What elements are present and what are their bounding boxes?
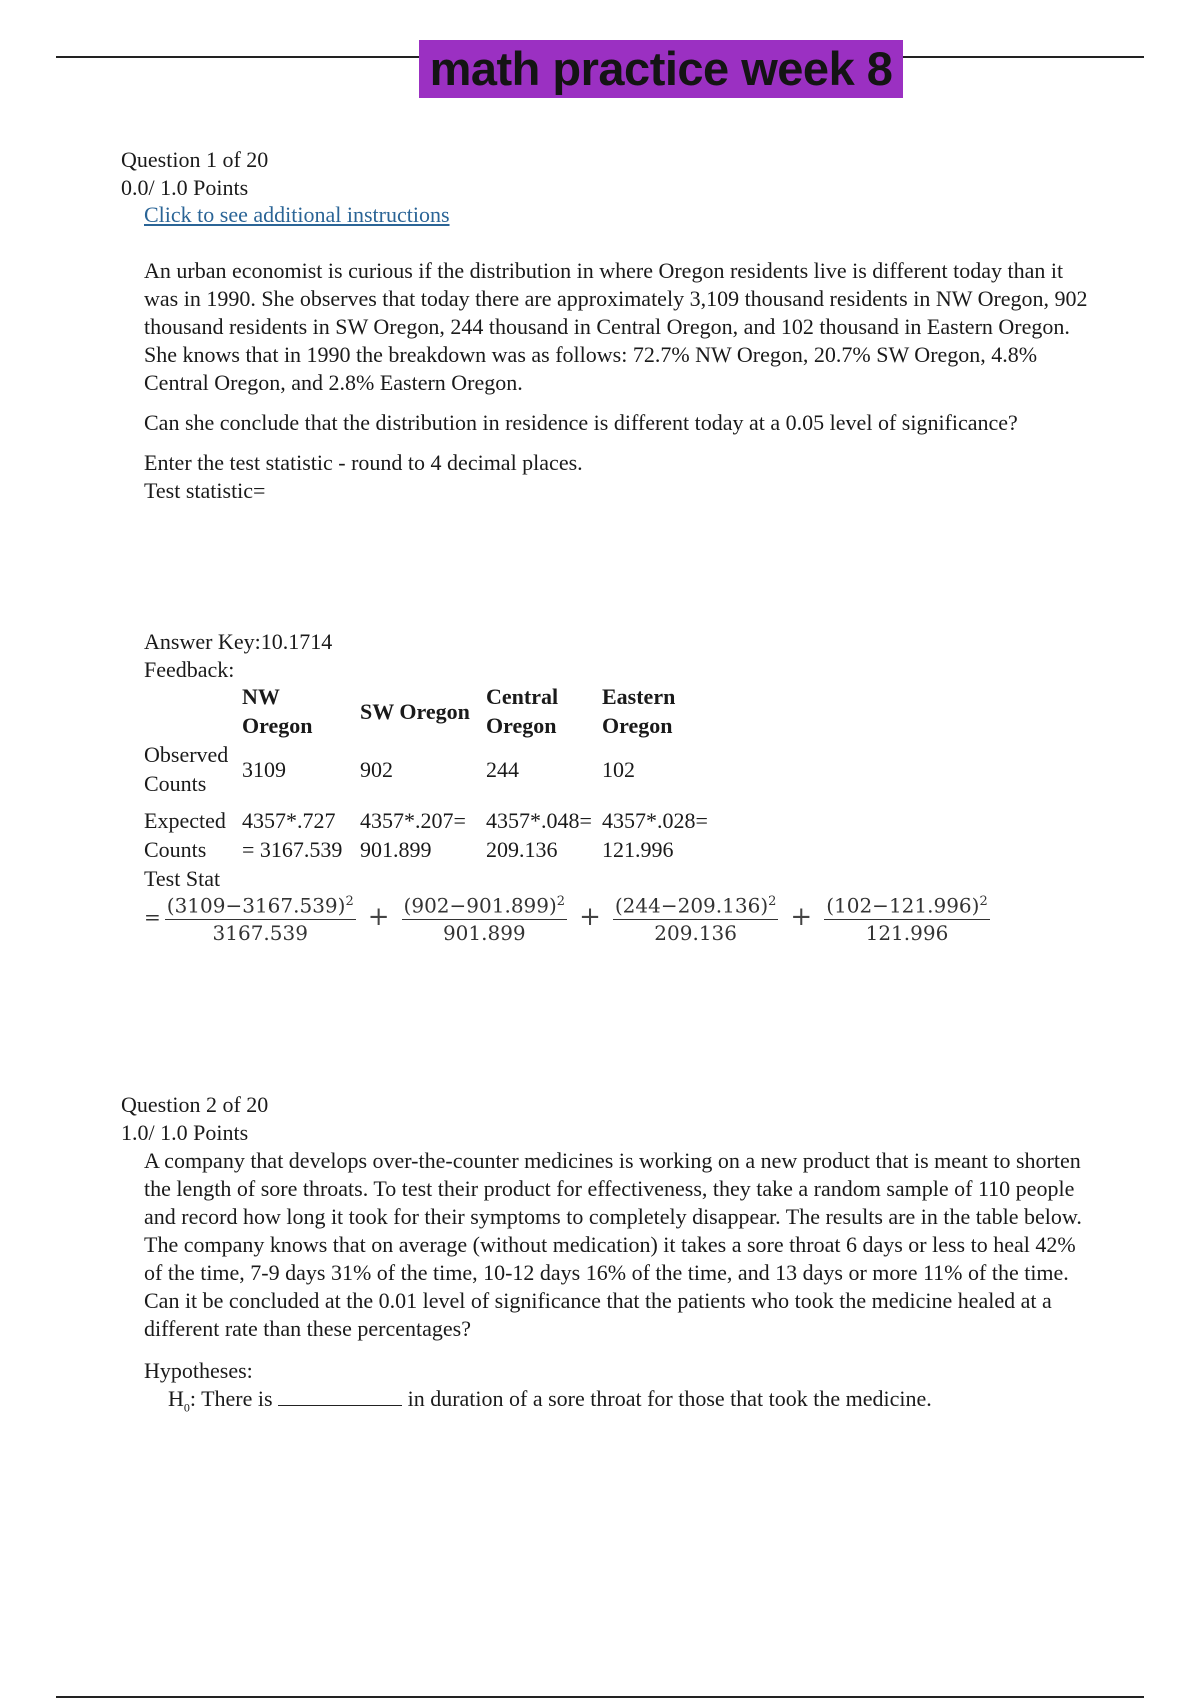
expected-eastern xyxy=(598,798,716,864)
expected-eastern-value: 121.996 xyxy=(602,837,674,862)
expected-central-value: 209.136 xyxy=(486,837,558,862)
question-2-header xyxy=(121,1091,268,1147)
table-header-row xyxy=(140,682,716,740)
term-3-denominator: 209.136 xyxy=(654,920,737,945)
instructions-link[interactable]: Click to see additional instructions xyxy=(144,202,450,227)
term-3-square: 2 xyxy=(768,894,777,909)
answer-key: Answer Key:10.1714 xyxy=(144,629,333,654)
question-2-text xyxy=(144,1147,1094,1421)
formula-plus: + xyxy=(367,902,390,933)
observed-central: 244 xyxy=(486,756,519,782)
formula-term-1 xyxy=(165,889,356,946)
question-2-number: Question 2 of 20 xyxy=(121,1092,269,1117)
expected-central-formula: 4357*.048= xyxy=(486,808,592,833)
observed-sw: 902 xyxy=(360,756,393,782)
col-central-oregon: Central Oregon xyxy=(486,684,559,738)
question-1-points: 0.0/ 1.0 Points xyxy=(121,175,249,200)
term-3-numerator: (244−209.136) xyxy=(614,893,769,918)
formula-term-2 xyxy=(402,889,568,946)
formula-term-3 xyxy=(613,889,779,946)
bottom-rule xyxy=(56,1696,1144,1698)
question-1-paragraph-3: Enter the test statistic - round to 4 decimal places. xyxy=(144,450,583,475)
h0-subscript: 0 xyxy=(183,1400,190,1415)
page-title: math practice week 8 xyxy=(419,40,903,98)
col-sw-oregon: SW Oregon xyxy=(360,698,470,724)
question-1-body xyxy=(144,201,1094,229)
test-statistic-label: Test statistic= xyxy=(144,478,266,503)
question-2-points: 1.0/ 1.0 Points xyxy=(121,1120,249,1145)
h0-text-end: in duration of a sore throat for those that took the medicine. xyxy=(407,1386,932,1411)
expected-sw: 4357*.207= 901.899 xyxy=(360,808,466,862)
null-hypothesis xyxy=(144,1385,1094,1421)
formula-plus: + xyxy=(579,902,601,933)
observed-eastern: 102 xyxy=(602,756,635,782)
question-1-paragraph-2: Can she conclude that the distribution in residence is different today at a 0.05 level of significance? xyxy=(144,410,1018,435)
expected-eastern-formula: 4357*.028= xyxy=(602,808,708,833)
term-1-numerator: (3109−3167.539) xyxy=(166,893,346,918)
observed-label: Observed Counts xyxy=(144,742,229,796)
term-4-square: 2 xyxy=(979,894,988,909)
test-stat-label: Test Stat xyxy=(144,866,221,891)
term-2-denominator: 901.899 xyxy=(442,920,526,945)
table-row xyxy=(140,798,716,864)
term-2-square: 2 xyxy=(556,894,566,909)
col-eastern-oregon: Eastern Oregon xyxy=(602,684,676,738)
formula-plus: + xyxy=(790,902,813,933)
formula-equals: = xyxy=(144,905,161,930)
observed-nw: 3109 xyxy=(242,756,286,782)
question-1-number: Question 1 of 20 xyxy=(121,147,269,172)
answer-section xyxy=(144,628,1094,684)
term-1-square: 2 xyxy=(345,894,354,909)
test-stat-formula xyxy=(144,889,994,946)
h0-blank-field[interactable] xyxy=(278,1385,402,1406)
question-1-paragraph-1: An urban economist is curious if the distribution in where Oregon residents live is different today than it was in 1990. She observes that today there are approximately 3,109 thousand residents in NW Oregon, 902 thousand residents in SW Oregon, 244 thousand in Central Oregon, and 102 thousand in Eastern Oregon. She knows that in 1990 the breakdown was as follows: 72.7% NW Oregon, 20.7% SW Oregon, 4.8% Central Oregon, and 2.8% Eastern Oregon. xyxy=(144,258,1088,395)
table-row xyxy=(140,740,716,798)
question-1-text xyxy=(144,257,1094,505)
question-1-header xyxy=(121,146,268,202)
term-2-numerator: (902−901.899) xyxy=(403,893,557,918)
feedback-table xyxy=(140,682,716,893)
col-nw-oregon: NW Oregon xyxy=(242,684,313,738)
formula-term-4 xyxy=(824,889,990,946)
h0-symbol: H xyxy=(168,1386,184,1411)
term-1-denominator: 3167.539 xyxy=(212,920,308,945)
question-2-paragraph-1: A company that develops over-the-counter medicines is working on a new product that is meant to shorten the length of sore throats. To test their product for effectiveness, they take a random sample of 110 people and record how long it took for their symptoms to completely disappear. The results are in the table below. The company knows that on average (without medication) it takes a sore throat 6 days or less to heal 42% of the time, 7-9 days 31% of the time, 10-12 days 16% of the time, and 13 days or more 11% of the time. Can it be concluded at the 0.01 level of significance that the patients who took the medicine healed at a different rate than these percentages? xyxy=(144,1148,1082,1341)
expected-label: Expected Counts xyxy=(144,808,226,862)
term-4-denominator: 121.996 xyxy=(865,920,949,945)
expected-central xyxy=(482,798,598,864)
hypotheses-label: Hypotheses: xyxy=(144,1358,253,1383)
feedback-label: Feedback: xyxy=(144,657,235,682)
h0-text-start: : There is xyxy=(189,1386,273,1411)
term-4-numerator: (102−121.996) xyxy=(826,893,980,918)
expected-nw: 4357*.727 = 3167.539 xyxy=(242,808,343,862)
